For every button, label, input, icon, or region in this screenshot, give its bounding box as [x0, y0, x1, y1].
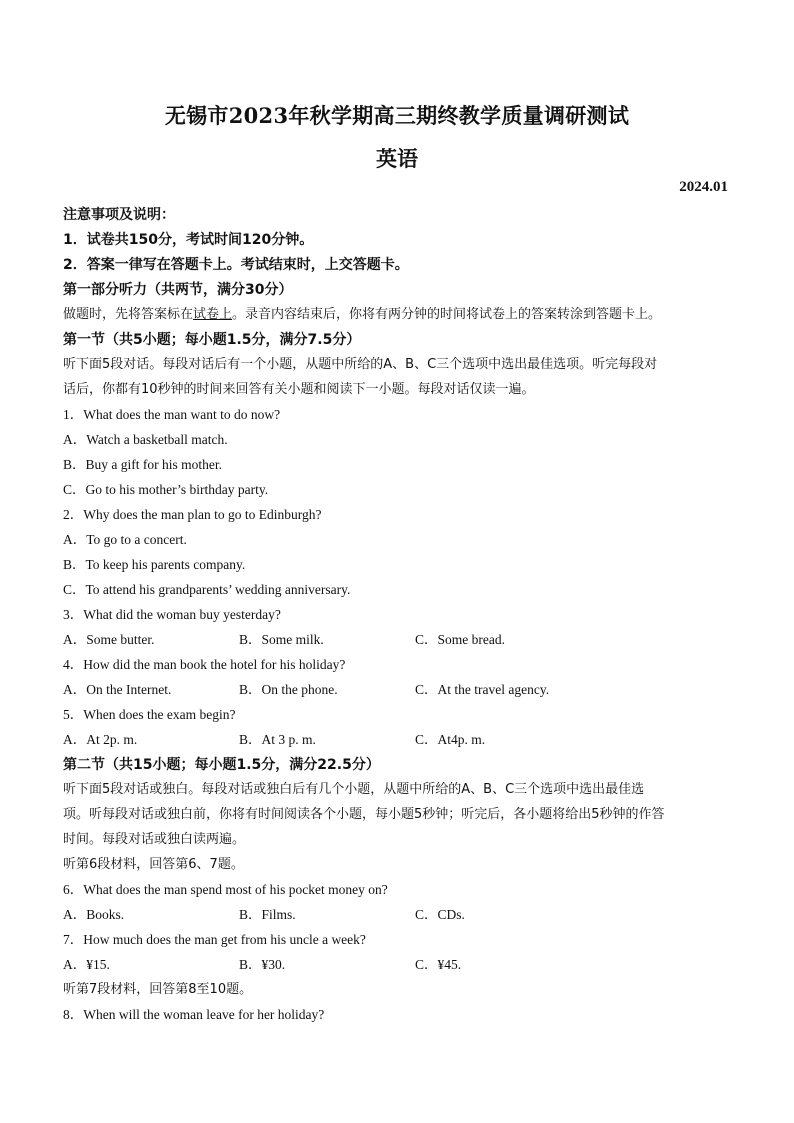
q5-option-b: B．At 3 p. m. [239, 732, 316, 747]
part1-instruction-b: 。录音内容结束后，你将有两分钟的时间将试卷上的答案转涂到答题卡上。 [232, 307, 662, 322]
q5-stem: 5．When does the exam begin? [63, 707, 236, 722]
q2-option-a: A．To go to a concert. [63, 532, 187, 547]
q4-option-a: A．On the Internet. [63, 682, 172, 697]
section1-instruction-1: 听下面5段对话。每段对话后有一个小题，从题中所给的A、B、C三个选项中选出最佳选项。听完每段对 [63, 357, 658, 372]
exam-date: 2024.01 [679, 179, 728, 195]
q4-stem: 4．How did the man book the hotel for his holiday? [63, 657, 346, 672]
q7-stem: 7．How much does the man get from his uncle a week? [63, 932, 366, 947]
q7-option-c: C．¥45. [415, 957, 462, 972]
section2-heading: 第二节（共15小题；每小题1.5分，满分22.5分） [63, 757, 380, 773]
q8-stem: 8．When will the woman leave for her holiday? [63, 1007, 325, 1022]
q7-option-b: B．¥30. [239, 957, 286, 972]
material-6-label: 听第6段材料，回答第6、7题。 [63, 857, 244, 872]
q3-option-a: A．Some butter. [63, 632, 155, 647]
q4-option-b: B．On the phone. [239, 682, 338, 697]
q6-option-b: B．Films. [239, 907, 296, 922]
section2-instruction-1: 听下面5段对话或独白。每段对话或独白后有几个小题，从题中所给的A、B、C三个选项中选出最佳选 [63, 782, 645, 797]
subject-title: 英语 [376, 146, 418, 171]
q5-option-c: C．At4p. m. [415, 732, 486, 747]
q1-option-b: B．Buy a gift for his mother. [63, 457, 222, 472]
exam-title: 无锡市2023年秋学期高三期终教学质量调研测试 [164, 103, 630, 128]
part1-instruction [63, 305, 661, 325]
q2-stem: 2．Why does the man plan to go to Edinburgh? [63, 507, 322, 522]
part1-instruction-underlined: 试卷上 [193, 307, 233, 322]
q5-option-a: A．At 2p. m. [63, 732, 138, 747]
section1-heading: 第一节（共5小题；每小题1.5分，满分7.5分） [63, 332, 361, 348]
section2-instruction-2: 项。听每段对话或独白前，你将有时间阅读各个小题，每小题5秒钟；听完后，各小题将给出5秒钟的作答 [63, 807, 665, 822]
q1-option-c: C．Go to his mother’s birthday party. [63, 482, 269, 497]
q2-option-b: B．To keep his parents company. [63, 557, 246, 572]
material-7-label: 听第7段材料，回答第8至10题。 [63, 982, 253, 997]
section2-instruction-3: 时间。每段对话或独白读两遍。 [63, 832, 246, 847]
notes-item-2: 2．答案一律写在答题卡上。考试结束时，上交答题卡。 [63, 257, 409, 273]
part1-instruction-a: 做题时，先将答案标在 [63, 307, 194, 322]
q4-option-c: C．At the travel agency. [415, 682, 550, 697]
q3-option-c: C．Some bread. [415, 632, 505, 647]
q2-option-c: C．To attend his grandparents’ wedding anniversary. [63, 582, 351, 597]
q1-stem: 1．What does the man want to do now? [63, 407, 281, 422]
section1-instruction-2: 话后，你都有10秒钟的时间来回答有关小题和阅读下一小题。每段对话仅读一遍。 [63, 382, 535, 397]
q3-stem: 3．What did the woman buy yesterday? [63, 607, 281, 622]
q6-option-c: C．CDs. [415, 907, 465, 922]
q6-option-a: A．Books. [63, 907, 125, 922]
notes-item-1: 1．试卷共150分，考试时间120分钟。 [63, 232, 314, 248]
q6-stem: 6．What does the man spend most of his pocket money on? [63, 882, 388, 897]
q7-option-a: A．¥15. [63, 957, 110, 972]
q3-option-b: B．Some milk. [239, 632, 324, 647]
q1-option-a: A．Watch a basketball match. [63, 432, 228, 447]
part1-heading: 第一部分听力（共两节，满分30分） [63, 282, 293, 298]
notes-heading: 注意事项及说明： [63, 207, 175, 223]
